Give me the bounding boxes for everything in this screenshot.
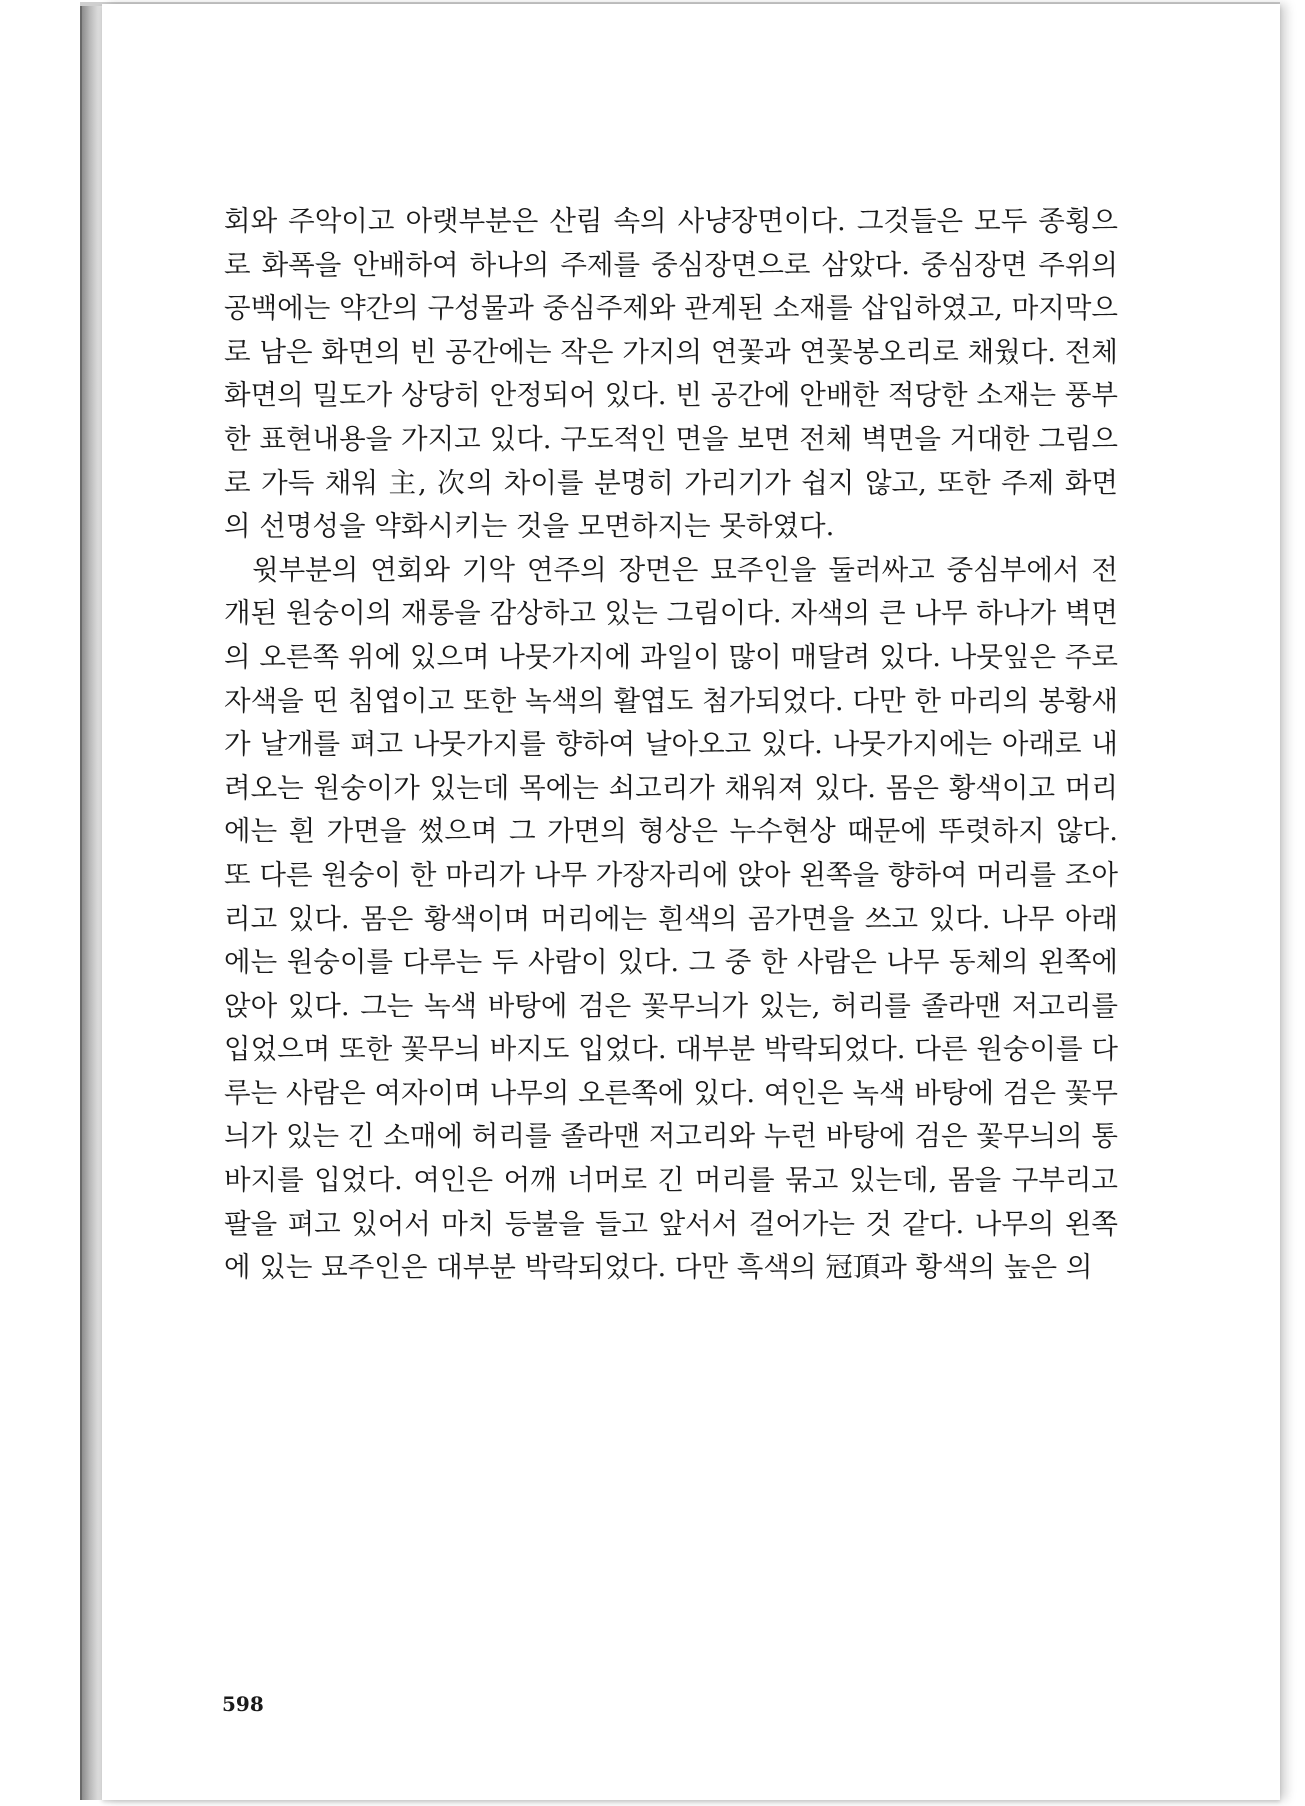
paragraph-1: 회와 주악이고 아랫부분은 산림 속의 사냥장면이다. 그것들은 모두 종횡으로 화폭을 안배하여 하나의 주제를 중심장면으로 삼았다. 중심장면 주위의 공백에는 약간의 구성물과 중심주제와 관계된 소재를 삽입하였고, 마지막으로 남은 화면의 빈 공간에는 작은 가지의 연꽃과 연꽃봉오리로 채웠다. 전체 화면의 밀도가 상당히 안정되어 있다. 빈 공간에 안배한 적당한 소재는 풍부한 표현내용을 가지고 있다. 구도적인 면을 보면 전체 벽면을 거대한 그림으로 가득 채워 主, 次의 차이를 분명히 가리기가 쉽지 않고, 또한 주제 화면의 선명성을 약화시키는 것을 모면하지는 못하였다. xyxy=(224,205,1118,543)
body-text xyxy=(224,200,1118,1290)
page-stack-left-edge xyxy=(80,6,104,1800)
book-page xyxy=(102,4,1280,1800)
book xyxy=(70,0,1292,1806)
paragraph-2: 윗부분의 연회와 기악 연주의 장면은 묘주인을 둘러싸고 중심부에서 전개된 원숭이의 재롱을 감상하고 있는 그림이다. 자색의 큰 나무 하나가 벽면의 오른쪽 위에 있으며 나뭇가지에 과일이 많이 매달려 있다. 나뭇잎은 주로 자색을 띤 침엽이고 또한 녹색의 활엽도 첨가되었다. 다만 한 마리의 봉황새가 날개를 펴고 나뭇가지를 향하여 날아오고 있다. 나뭇가지에는 아래로 내려오는 원숭이가 있는데 목에는 쇠고리가 채워져 있다. 몸은 황색이고 머리에는 흰 가면을 썼으며 그 가면의 형상은 누수현상 때문에 뚜렷하지 않다. 또 다른 원숭이 한 마리가 나무 가장자리에 앉아 왼쪽을 향하여 머리를 조아리고 있다. 몸은 황색이며 머리에는 흰색의 곰가면을 쓰고 있다. 나무 아래에는 원숭이를 다루는 두 사람이 있다. 그 중 한 사람은 나무 동체의 왼쪽에 앉아 있다. 그는 녹색 바탕에 검은 꽃무늬가 있는, 허리를 졸라맨 저고리를 입었으며 또한 꽃무늬 바지도 입었다. 대부분 박락되었다. 다른 원숭이를 다루는 사람은 여자이며 나무의 오른쪽에 있다. 여인은 녹색 바탕에 검은 꽃무늬가 있는 긴 소매에 허리를 졸라맨 저고리와 누런 바탕에 검은 꽃무늬의 통바지를 입었다. 여인은 어깨 너머로 긴 머리를 묶고 있는데, 몸을 구부리고 팔을 펴고 있어서 마치 등불을 들고 앞서서 걸어가는 것 같다. 나무의 왼쪽에 있는 묘주인은 대부분 박락되었다. 다만 흑색의 冠頂과 황색의 높은 의 xyxy=(224,553,1118,1284)
page-number: 598 xyxy=(222,1692,264,1716)
